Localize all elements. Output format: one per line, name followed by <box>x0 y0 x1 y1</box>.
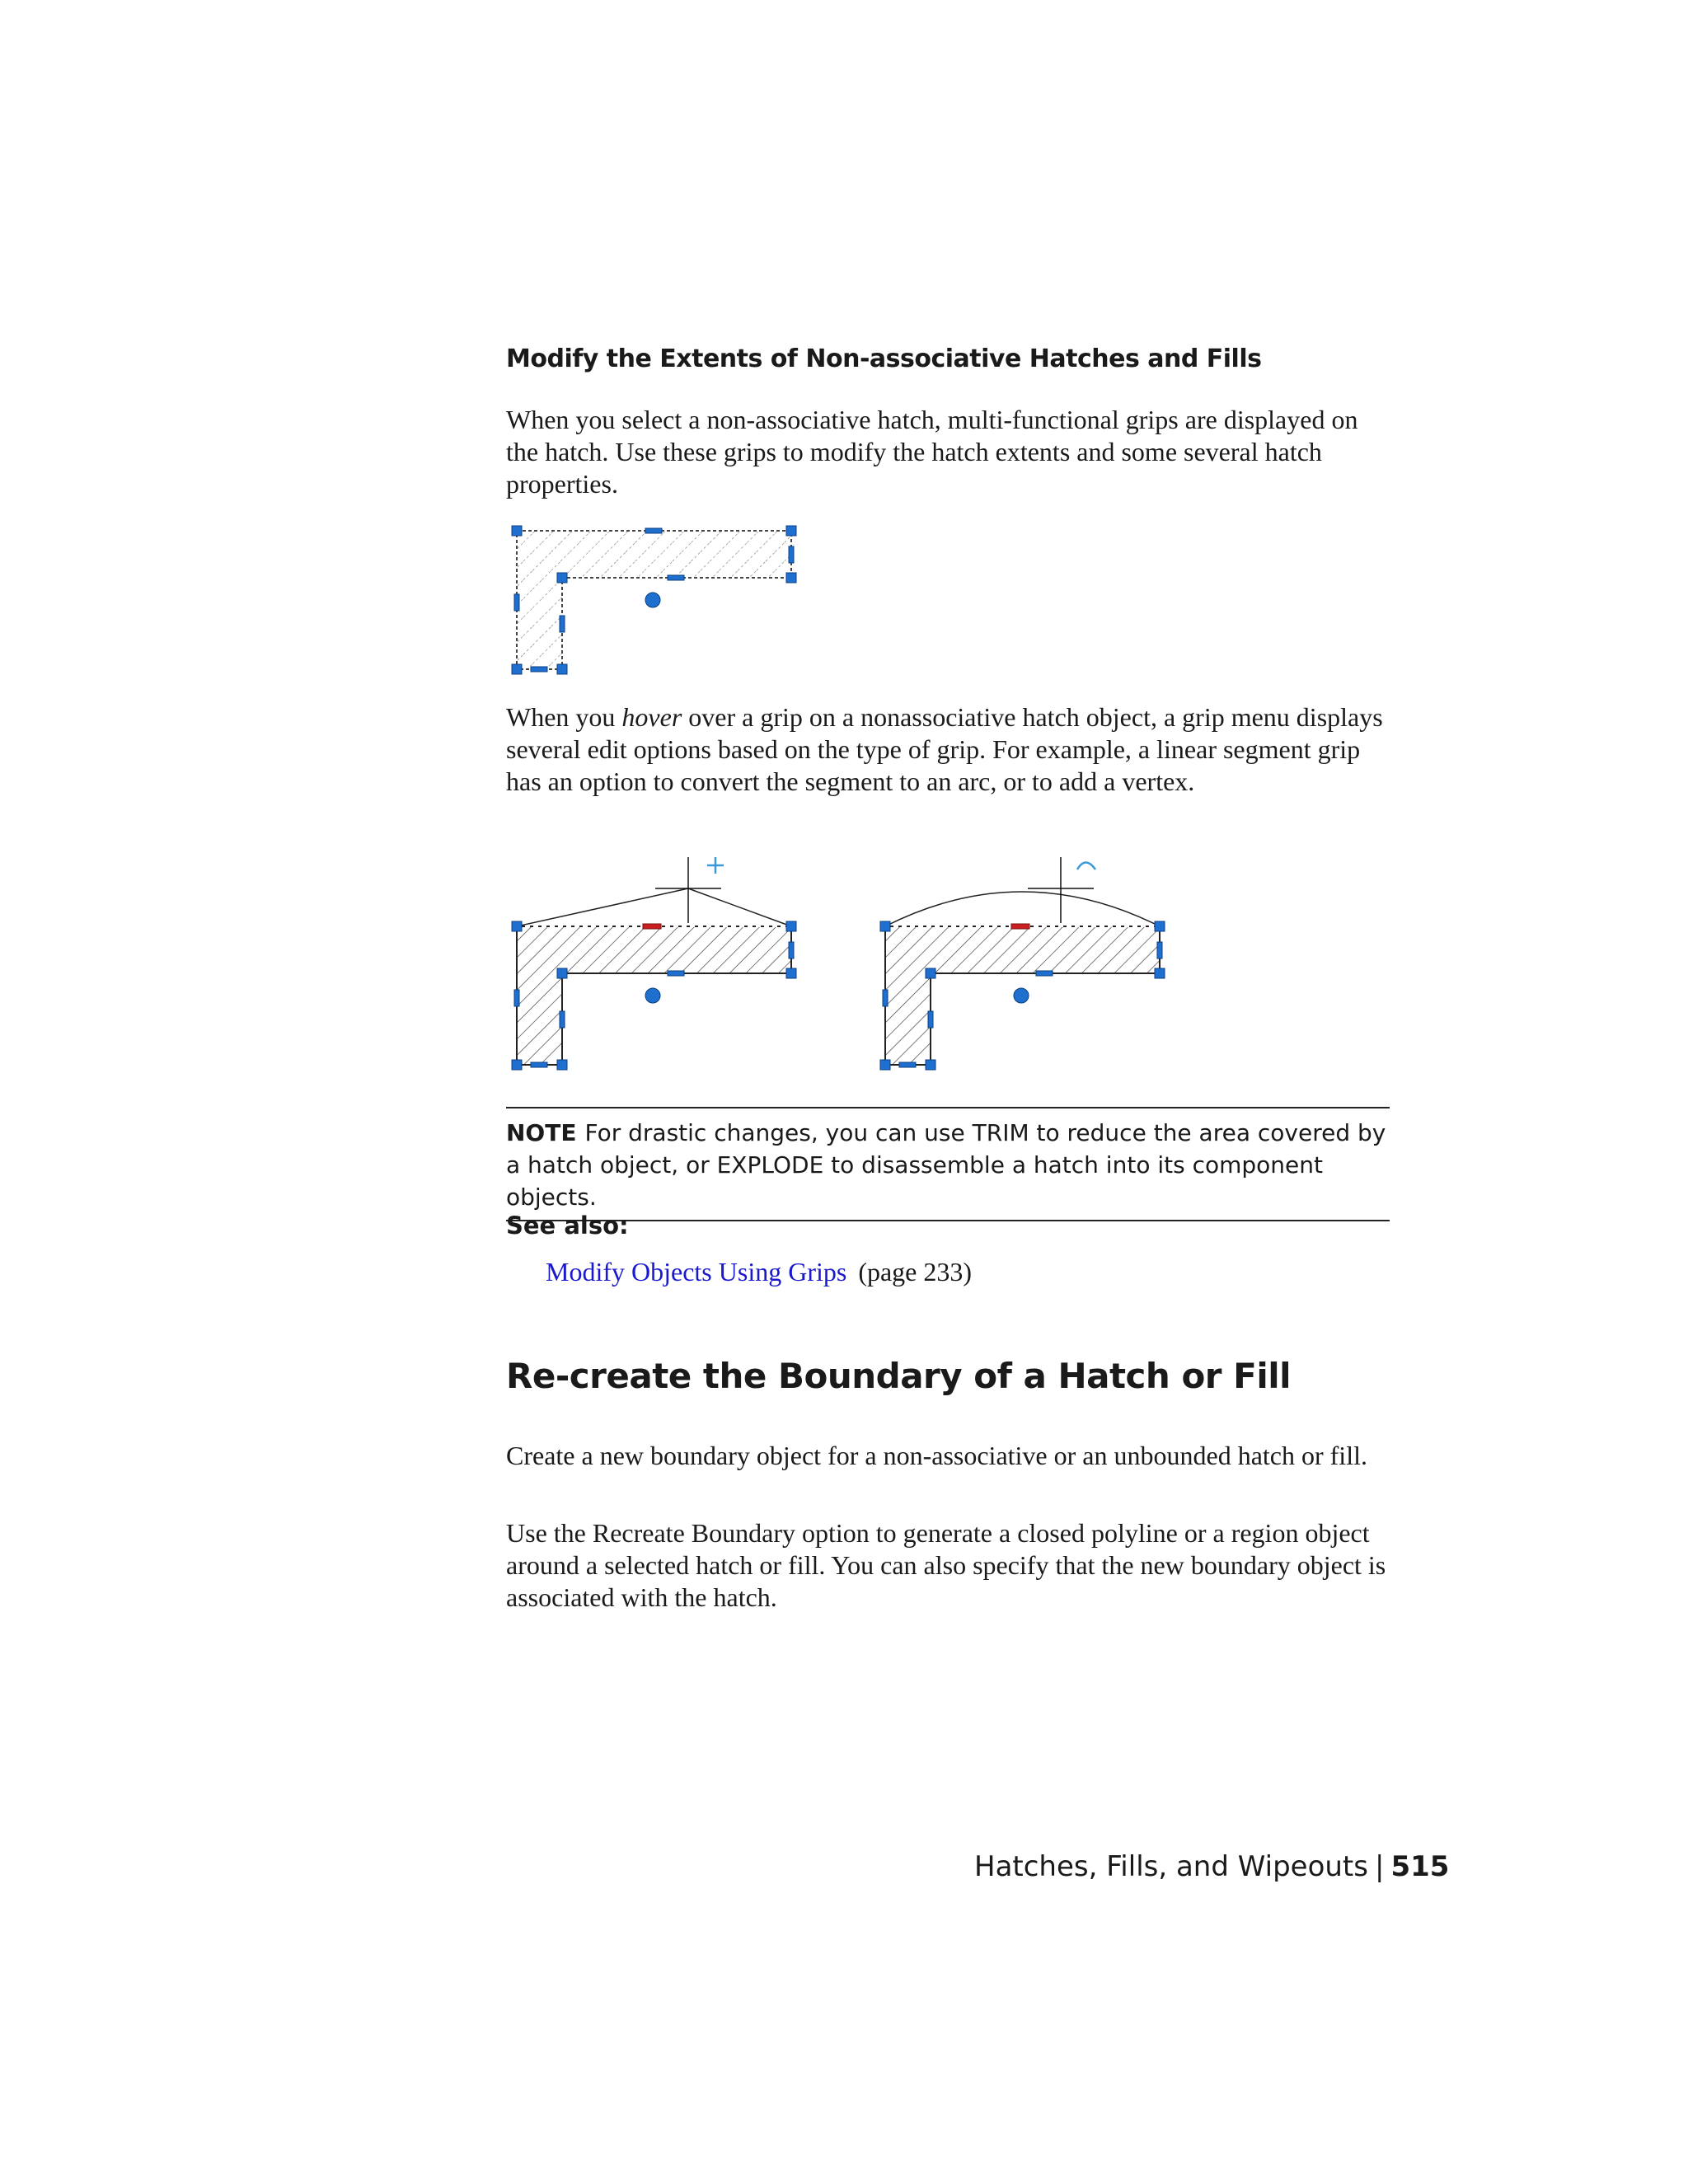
subheading: Modify the Extents of Non-associative Hatches and Fills <box>506 344 1262 373</box>
center-grip <box>645 593 660 607</box>
center-grip <box>1014 988 1029 1003</box>
see-also-label: See also: <box>506 1212 629 1240</box>
arc-icon <box>1077 863 1095 870</box>
page-number: 515 <box>1390 1850 1450 1883</box>
grip-menu-figure-add-vertex <box>495 849 808 1076</box>
note-box <box>506 1107 1390 1221</box>
footer-separator: | <box>1374 1850 1385 1883</box>
modify-objects-link[interactable]: Modify Objects Using Grips <box>546 1257 847 1286</box>
active-grip <box>1011 924 1029 929</box>
hatch-grips-figure <box>495 515 808 684</box>
note-text: For drastic changes, you can use TRIM to reduce the area covered by a hatch object, or EXPLODE to disassemble a hatch into its component objects. <box>506 1119 1386 1211</box>
section2-intro: Create a new boundary object for a non-associative or an unbounded hatch or fill. <box>506 1441 1367 1470</box>
active-grip <box>643 924 661 929</box>
note-label: NOTE <box>506 1119 577 1146</box>
section2-body: Use the Recreate Boundary option to generate a closed polyline or a region object around a selected hatch or fill. You can also specify that the new boundary object is associated with the hatch. <box>506 1518 1386 1612</box>
center-grip <box>645 988 660 1003</box>
add-vertex-icon <box>707 857 724 874</box>
grip-menu-figure-convert-arc <box>863 849 1176 1076</box>
page-footer <box>974 1850 1449 1883</box>
see-also-entry <box>546 1257 972 1287</box>
page-reference: (page 233) <box>858 1257 973 1286</box>
hover-emphasis: hover <box>621 702 682 732</box>
section-heading: Re-create the Boundary of a Hatch or Fill <box>506 1356 1292 1396</box>
footer-chapter: Hatches, Fills, and Wipeouts <box>974 1850 1368 1883</box>
hover-paragraph <box>506 701 1396 798</box>
hover-text-after: over a grip on a nonassociative hatch object, a grip menu displays several edit options based on the type of grip. For example, a linear segment grip has an option to convert the segment to an arc, or to add a vertex. <box>506 702 1383 796</box>
intro-paragraph: When you select a non-associative hatch, multi-functional grips are displayed on the hatch. Use these grips to modify the hatch extents and some several hatch properties. <box>506 405 1358 499</box>
hover-text-before: When you <box>506 702 622 732</box>
